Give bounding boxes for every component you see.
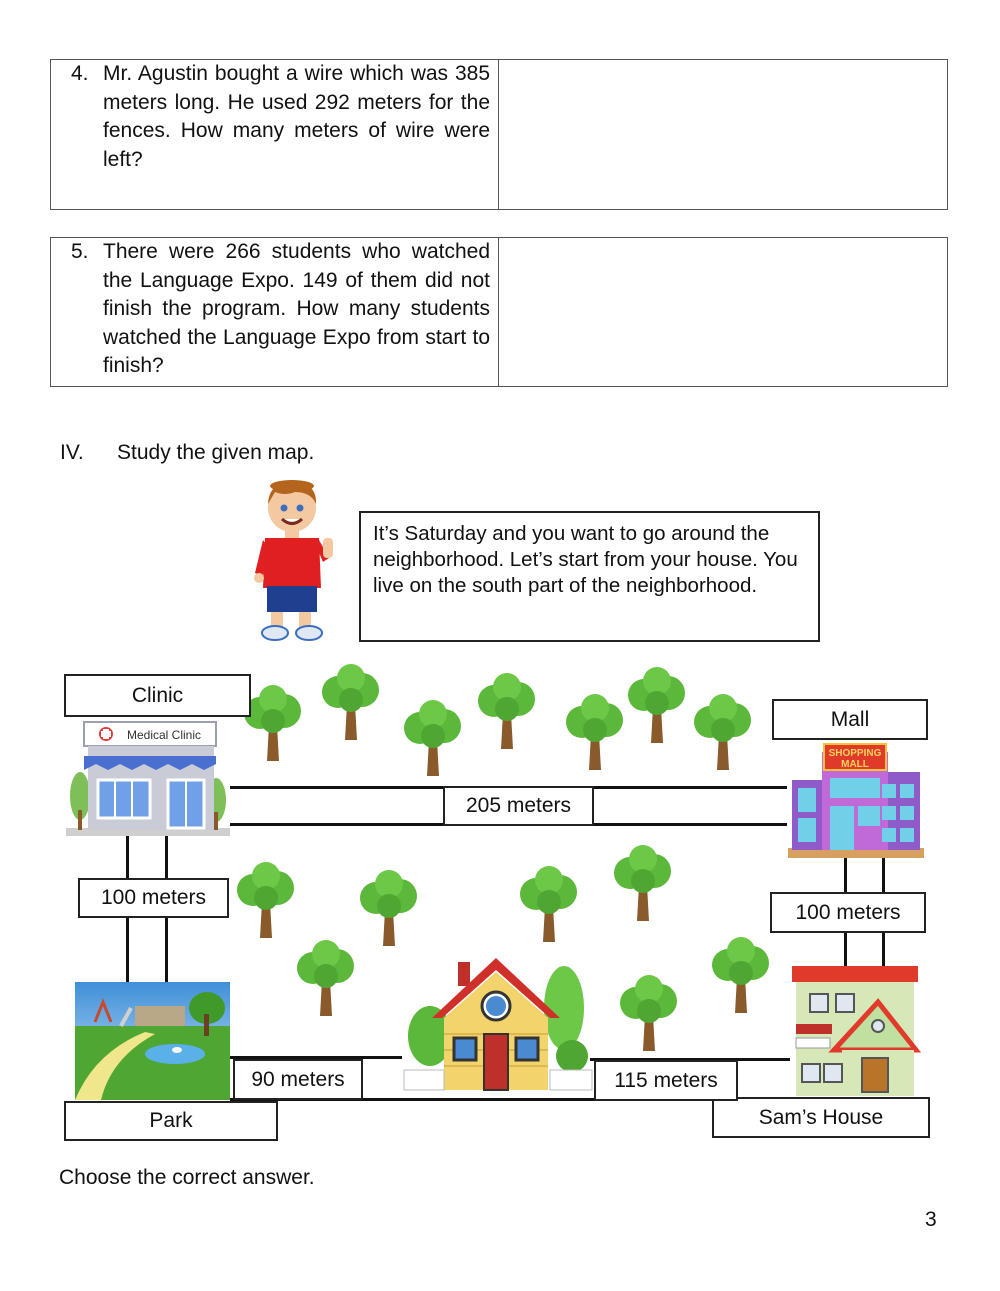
instruction-text: Choose the correct answer.	[59, 1166, 315, 1189]
question-5-table	[50, 237, 948, 387]
tree-icon	[516, 866, 582, 944]
clinic-sign-text: Medical Clinic	[126, 728, 202, 742]
speech-bubble: It’s Saturday and you want to go around the neighborhood. Let’s start from your house. You live on the south part of the neighborhood.	[359, 511, 820, 642]
question-5-answer-area[interactable]	[500, 238, 947, 386]
question-5-number: 5.	[71, 240, 89, 263]
distance-mall-sams-house: 100 meters	[770, 892, 926, 933]
mall-sign-line-1: SHOPPING	[828, 748, 882, 759]
mall-label: Mall	[772, 699, 928, 740]
question-4-number: 4.	[71, 62, 89, 85]
tree-icon	[562, 694, 628, 772]
clinic-label: Clinic	[64, 674, 251, 717]
tree-icon	[474, 673, 540, 751]
question-4-cell	[51, 60, 499, 209]
tree-icon	[293, 940, 359, 1018]
tree-icon	[318, 664, 384, 742]
park-illustration	[75, 982, 230, 1100]
distance-home-sams-house: 115 meters	[594, 1060, 738, 1101]
mall-building	[788, 744, 924, 860]
distance-park-home: 90 meters	[233, 1059, 363, 1100]
distance-clinic-park: 100 meters	[78, 878, 229, 918]
tree-icon	[616, 975, 682, 1053]
tree-icon	[233, 862, 299, 940]
tree-icon	[690, 694, 756, 772]
tree-icon	[708, 937, 774, 1015]
tree-icon	[610, 845, 676, 923]
clinic-building	[66, 720, 230, 838]
sams-house-label: Sam’s House	[712, 1097, 930, 1138]
sams-house-building	[792, 966, 920, 1098]
mall-sign-line-2: MALL	[841, 759, 869, 770]
tree-icon	[624, 667, 690, 745]
section-title: Study the given map.	[117, 441, 315, 464]
question-4-text: Mr. Agustin bought a wire which was 385 meters long. He used 292 meters for the fences. How many meters of wire were left?	[103, 62, 490, 171]
section-numeral: IV.	[60, 441, 84, 464]
home-house	[404, 958, 592, 1094]
tree-icon	[356, 870, 422, 948]
question-4-table	[50, 59, 948, 210]
page-number: 3	[925, 1208, 937, 1231]
tree-icon	[400, 700, 466, 778]
boy-illustration	[255, 478, 340, 643]
park-label: Park	[64, 1101, 278, 1141]
question-5-cell	[51, 238, 499, 386]
question-5-text: There were 266 students who watched the Language Expo. 149 of them did not finish the program. How many students watched the Language Expo from start to finish?	[103, 240, 490, 377]
distance-clinic-mall: 205 meters	[443, 786, 594, 826]
question-4-answer-area[interactable]	[500, 60, 947, 209]
